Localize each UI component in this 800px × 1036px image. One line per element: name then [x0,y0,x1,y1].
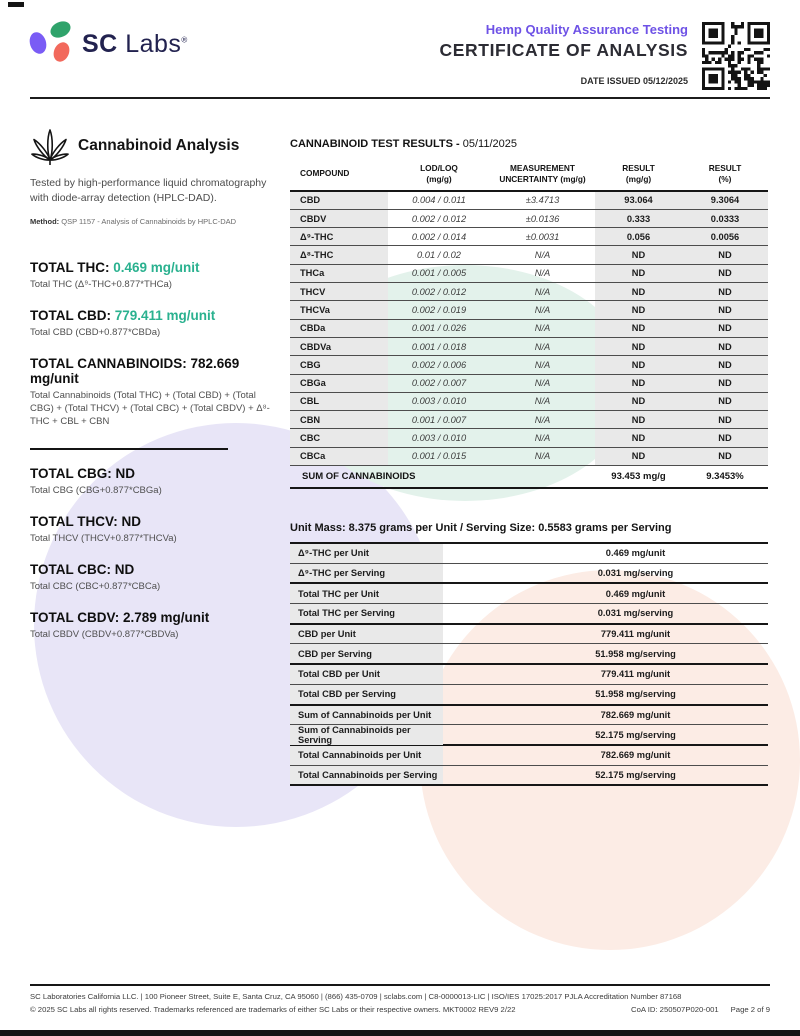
lod-loq-cell: 0.01 / 0.02 [417,250,461,261]
date-issued: DATE ISSUED 05/12/2025 [580,76,688,86]
uncertainty-cell: N/A [534,396,551,407]
results-header-row [290,160,768,192]
unit-row [290,604,768,625]
lod-loq-cell: 0.002 / 0.012 [411,286,467,297]
result-pct-cell: 0.0056 [682,228,768,245]
logo-petal-green [48,18,73,40]
lod-loq-cell: 0.001 / 0.015 [411,451,467,462]
lod-loq-cell: 0.002 / 0.014 [411,231,467,242]
sum-row [290,466,768,489]
lod-loq-cell: 0.002 / 0.006 [411,359,467,370]
section-header [30,126,280,166]
unit-row [290,584,768,604]
unit-row [290,725,768,746]
unit-mass-table [290,542,768,786]
method-description: Tested by high-performance liquid chromatography with diode-array detection (HPLC-DAD). [30,177,267,204]
result-mg-cell: ND [595,411,682,428]
cannabis-leaf-icon [30,126,70,166]
result-mg-cell: ND [595,375,682,392]
logo-wordmark [82,30,188,59]
lod-loq-cell: 0.002 / 0.007 [411,378,467,389]
result-pct-cell: ND [682,411,768,428]
lod-loq-cell: 0.004 / 0.011 [412,195,466,206]
total-formula: Total Cannabinoids (Total THC) + (Total CBD) + (Total CBG) + (Total THCV) + (Total CBC) + (Total CBDV) + Δ⁸-THC + CBL + CBN [30,390,270,427]
results-title [290,138,768,150]
compound-cell: CBC [290,429,388,446]
uncertainty-cell: N/A [534,378,551,389]
result-mg-cell: 93.064 [595,192,682,209]
sum-pct: 9.3453% [706,471,744,483]
total-formula: Total CBG (CBG+0.877*CBGa) [30,485,162,497]
compound-cell: CBDa [290,320,388,337]
uncertainty-cell: N/A [534,433,551,444]
total-value: 782.669 mg/unit [30,356,240,386]
total-formula: Total CBC (CBC+0.877*CBCa) [30,581,161,593]
total-formula: Total THC (Δ⁹-THC+0.877*THCa) [30,279,172,291]
unit-row [290,564,768,585]
results-row [290,411,768,429]
corner-print-mark [8,2,24,7]
total-label: TOTAL THC: [30,260,114,276]
unit-row-label: Total Cannabinoids per Serving [290,766,443,785]
uncertainty-cell: ±0.0136 [525,213,560,224]
unit-row-label: Total THC per Unit [290,584,443,603]
total-value: 779.411 mg/unit [114,308,216,324]
total-heading [30,466,280,481]
total-block [30,514,280,546]
result-pct-cell: ND [682,375,768,392]
unit-row-value: 0.469 mg/unit [605,588,666,599]
result-pct-cell: ND [682,320,768,337]
method-line [30,217,280,226]
uncertainty-cell: N/A [534,250,551,261]
unit-row [290,766,768,785]
compound-cell: CBG [290,356,388,373]
sc-labs-logo [30,20,188,68]
results-row [290,448,768,466]
lod-loq-cell: 0.002 / 0.012 [411,213,467,224]
result-pct-cell: ND [682,393,768,410]
uncertainty-cell: N/A [534,304,551,315]
compound-cell: Δ⁸-THC [290,246,388,263]
unit-row-value: 782.669 mg/unit [600,750,671,761]
compound-cell: THCV [290,283,388,300]
unit-row [290,644,768,665]
total-label: TOTAL THCV: [30,514,122,530]
unit-row [290,544,768,564]
footer-line2 [30,1005,770,1014]
total-value: ND [115,466,135,482]
total-label: TOTAL CBG: [30,466,116,482]
sc-labs-logo-icon [30,20,74,68]
total-heading [30,260,280,275]
compound-cell: Δ⁹-THC [290,228,388,245]
sum-mg: 93.453 mg/g [611,471,666,483]
total-formula: Total CBDV (CBDV+0.877*CBDVa) [30,628,179,640]
total-label: TOTAL CANNABINOIDS: [30,356,191,371]
total-block [30,356,280,428]
total-label: TOTAL CBD: [30,308,115,324]
header-title-block [440,22,688,86]
qr-code [702,22,770,90]
results-row [290,375,768,393]
results-header-cell: MEASUREMENT UNCERTAINTY (mg/g) [499,163,586,184]
results-row [290,356,768,374]
page-bottom-edge [0,1030,800,1036]
unit-row-label: Δ⁹-THC per Serving [290,564,443,583]
result-pct-cell: 9.3064 [682,192,768,209]
cannabinoid-results-table [290,160,768,489]
compound-cell: CBGa [290,375,388,392]
unit-row-label: Total CBD per Serving [290,685,443,704]
logo-sc-text: SC [82,29,118,58]
compound-cell: CBCa [290,448,388,465]
logo-labs-text: Labs [125,29,182,58]
total-heading [30,610,280,625]
result-pct-cell: ND [682,301,768,318]
uncertainty-cell: N/A [534,359,551,370]
uncertainty-cell: N/A [534,414,551,425]
result-mg-cell: ND [595,301,682,318]
page-number: Page 2 of 9 [730,1005,770,1014]
result-mg-cell: ND [595,393,682,410]
result-pct-cell: 0.0333 [682,210,768,227]
footer-line1: SC Laboratories California LLC. | 100 Pioneer Street, Suite E, Santa Cruz, CA 95060 | (866) 435-0709 | sclabs.com | C8-0000013-LIC | ISO/IES 17025:2017 PJLA Accreditation Number 87168 [30,992,682,1001]
unit-row-label: Total Cannabinoids per Unit [290,746,443,765]
lod-loq-cell: 0.001 / 0.018 [411,341,467,352]
results-row [290,301,768,319]
unit-row-value: 51.958 mg/serving [595,648,676,659]
unit-row-value: 782.669 mg/unit [600,709,671,720]
total-block [30,308,280,340]
result-pct-cell: ND [682,429,768,446]
total-block [30,610,280,642]
uncertainty-cell: N/A [534,323,551,334]
totals-list [30,260,280,641]
compound-cell: CBD [290,192,388,209]
result-mg-cell: 0.333 [595,210,682,227]
total-block [30,260,280,292]
result-pct-cell: ND [682,283,768,300]
result-mg-cell: ND [595,429,682,446]
results-row [290,265,768,283]
results-row [290,320,768,338]
total-value: ND [114,562,135,578]
unit-row-label: CBD per Serving [290,644,443,663]
result-mg-cell: ND [595,448,682,465]
unit-row-label: CBD per Unit [290,625,443,644]
uncertainty-cell: ±3.4713 [525,195,560,206]
results-header-cell: COMPOUND [300,168,350,179]
uncertainty-cell: N/A [534,451,551,462]
total-value: 0.469 mg/unit [113,260,200,276]
total-formula: Total CBD (CBD+0.877*CBDa) [30,327,161,339]
results-row [290,338,768,356]
lod-loq-cell: 0.001 / 0.005 [411,268,467,279]
unit-row [290,706,768,726]
total-value: ND [121,514,142,530]
total-formula: Total THCV (THCV+0.877*THCVa) [30,533,177,545]
unit-row-value: 52.175 mg/serving [595,730,676,741]
unit-row-label: Δ⁹-THC per Unit [290,544,443,563]
results-row [290,228,768,246]
results-row [290,393,768,411]
compound-cell: THCVa [290,301,388,318]
results-row [290,283,768,301]
sum-label: SUM OF CANNABINOIDS [302,471,416,483]
unit-row [290,746,768,766]
lod-loq-cell: 0.003 / 0.010 [411,396,467,407]
result-pct-cell: ND [682,265,768,282]
lod-loq-cell: 0.002 / 0.019 [411,304,467,315]
unit-row-value: 0.031 mg/serving [597,608,674,619]
unit-row-value: 52.175 mg/serving [595,769,676,780]
total-heading [30,308,280,323]
result-mg-cell: ND [595,320,682,337]
unit-row-label: Sum of Cannabinoids per Serving [290,725,443,745]
result-pct-cell: ND [682,338,768,355]
total-heading [30,514,280,529]
footer [30,984,770,1014]
header-divider [30,97,770,99]
result-mg-cell: ND [595,356,682,373]
footer-meta [631,1005,770,1014]
result-mg-cell: ND [595,246,682,263]
compound-cell: THCa [290,265,388,282]
total-block [30,562,280,594]
results-row [290,429,768,447]
result-mg-cell: ND [595,283,682,300]
results-title-label: CANNABINOID TEST RESULTS - [290,138,463,150]
uncertainty-cell: N/A [534,268,551,279]
unit-row-value: 0.469 mg/unit [605,548,666,559]
result-pct-cell: ND [682,246,768,263]
method-label: Method: [30,217,60,227]
results-row [290,246,768,264]
unit-row-value: 0.031 mg/serving [597,568,674,579]
coa-id: CoA ID: 250507P020-001 [631,1005,719,1014]
method-text: QSP 1157 - Analysis of Cannabinoids by HPLC-DAD [61,217,237,227]
unit-row-label: Total CBD per Unit [290,665,443,684]
compound-cell: CBDV [290,210,388,227]
total-value: 2.789 mg/unit [123,609,210,625]
registered-mark: ® [181,35,188,45]
unit-row-label: Total THC per Serving [290,604,443,623]
unit-row-value: 51.958 mg/serving [595,689,676,700]
compound-cell: CBDVa [290,338,388,355]
section-title: Cannabinoid Analysis [78,137,240,154]
unit-row [290,625,768,645]
result-mg-cell: ND [595,338,682,355]
unit-mass-title: Unit Mass: 8.375 grams per Unit / Serving Size: 0.5583 grams per Serving [290,522,672,535]
result-pct-cell: ND [682,448,768,465]
results-title-date: 05/11/2025 [462,138,517,150]
footer-copyright: © 2025 SC Labs all rights reserved. Trademarks referenced are trademarks of either SC Labs or their respective owners. MKT0002 REV9 2/22 [30,1005,516,1014]
lod-loq-cell: 0.001 / 0.007 [411,414,467,425]
uncertainty-cell: N/A [534,341,551,352]
unit-row-label: Sum of Cannabinoids per Unit [290,706,443,725]
results-row [290,192,768,210]
logo-petal-purple [27,30,49,56]
total-label: TOTAL CBDV: [30,609,124,625]
unit-row-value: 779.411 mg/unit [600,629,671,640]
total-heading [30,356,280,386]
lod-loq-cell: 0.003 / 0.010 [411,433,467,444]
logo-petal-coral [51,40,72,64]
uncertainty-cell: ±0.0031 [525,231,560,242]
result-pct-cell: ND [682,356,768,373]
results-header-cell: RESULT (mg/g) [622,163,655,184]
unit-row [290,665,768,685]
results-header-cell: LOD/LOQ (mg/g) [420,163,458,184]
uncertainty-cell: N/A [534,286,551,297]
unit-row-value: 779.411 mg/unit [600,669,671,680]
lod-loq-cell: 0.001 / 0.026 [411,323,467,334]
compound-cell: CBN [290,411,388,428]
results-header-cell: RESULT (%) [708,163,742,184]
result-mg-cell: 0.056 [595,228,682,245]
total-label: TOTAL CBC: [30,562,115,578]
compound-cell: CBL [290,393,388,410]
program-title: Hemp Quality Assurance Testing [485,22,688,37]
total-block [30,466,280,498]
summary-panel [30,126,280,658]
totals-divider [30,448,228,450]
doc-title: CERTIFICATE OF ANALYSIS [439,40,688,60]
results-rows [290,192,768,466]
unit-row [290,685,768,706]
results-panel [290,138,768,786]
results-row [290,210,768,228]
result-mg-cell: ND [595,265,682,282]
total-heading [30,562,280,577]
